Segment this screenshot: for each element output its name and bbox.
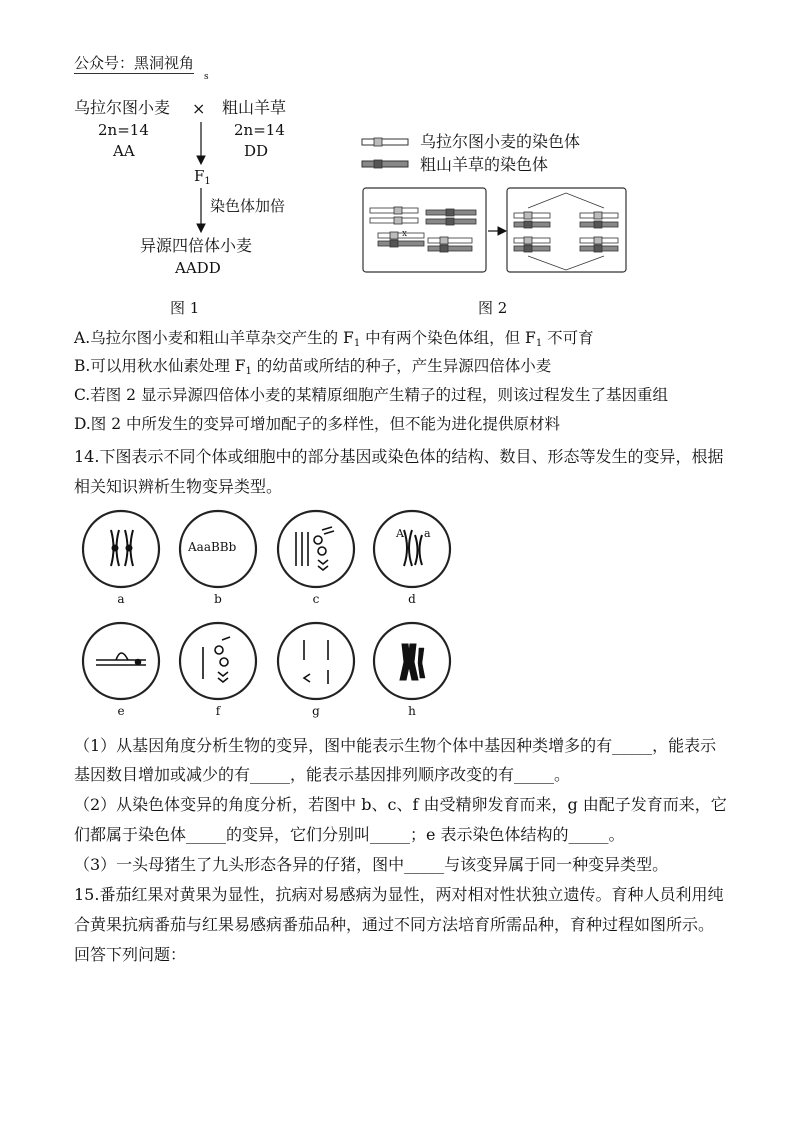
q14-stem-line2: 相关知识辨析生物变异类型。 xyxy=(74,477,283,496)
q13-option-a-text: A.乌拉尔图小麦和粗山羊草杂交产生的 F xyxy=(74,329,354,347)
q14-sub2-line1: （2）从染色体变异的角度分析，若图中 b、c、f 由受精卵发育而来，g 由配子发育而来，它 xyxy=(74,795,727,814)
q13-option-b-text: B.可以用秋水仙素处理 F xyxy=(74,357,246,375)
watermark-suffix: s xyxy=(204,72,209,82)
fig2-caption: 图 2 xyxy=(478,299,508,317)
fig2-crossover-mark: x xyxy=(402,229,408,239)
fig2-legend-d: 粗山羊草的染色体 xyxy=(420,155,549,174)
cell-h-chromosomes xyxy=(400,644,425,680)
q13-option-c: C.若图 2 显示异源四倍体小麦的某精原细胞产生精子的过程，则该过程发生了基因重组 xyxy=(74,386,668,404)
fig1-caption: 图 1 xyxy=(170,299,200,317)
q13-option-b xyxy=(74,356,551,382)
fig2-legend-a-swatch xyxy=(362,138,408,146)
fig1-f1-sub: 1 xyxy=(204,176,211,187)
cell-d-gene-A: A xyxy=(396,527,404,540)
q14-sub1-line1: （1）从基因角度分析生物的变异，图中能表示生物个体中基因种类增多的有_____，能表示 xyxy=(74,736,717,755)
cell-label-c: c xyxy=(312,592,320,606)
cell-label-g: g xyxy=(312,704,320,718)
fig1-left-ploidy: 2n=14 xyxy=(98,121,149,139)
cell-g-chromosomes xyxy=(304,640,328,684)
fig1-result: 异源四倍体小麦 xyxy=(140,236,253,255)
q13-option-a-mid: 中有两个染色体组，但 F xyxy=(360,329,536,347)
cell-label-e: e xyxy=(117,704,125,718)
q13-option-d: D.图 2 中所发生的变异可增加配子的多样性，但不能为进化提供原材料 xyxy=(74,415,561,433)
q13-option-b-sub: 1 xyxy=(245,366,252,377)
q14-sub1-line2: 基因数目增加或减少的有_____，能表示基因排列顺序改变的有_____。 xyxy=(74,765,571,784)
fig1-arrow-1 xyxy=(197,122,205,164)
q13-option-a-post: 不可育 xyxy=(542,329,594,347)
watermark-text: 公众号：黑洞视角 xyxy=(74,54,195,72)
q15-line3: 回答下列问题： xyxy=(74,945,187,964)
fig1-right-genome: DD xyxy=(244,142,269,160)
cell-d-chromosomes xyxy=(404,530,422,566)
q13-option-b-mid: 的幼苗或所结的种子，产生异源四倍体小麦 xyxy=(251,357,552,375)
fig2-cell-left xyxy=(363,188,486,272)
cell-label-h: h xyxy=(408,704,416,718)
cell-e-chromosome xyxy=(96,653,146,665)
cell-a-chromosomes xyxy=(111,530,133,566)
q14-sub2-line2: 们都属于染色体_____的变异，它们分别叫_____；e 表示染色体结构的_____。 xyxy=(74,825,625,844)
fig1-left-genome: AA xyxy=(113,142,135,160)
cell-label-a: a xyxy=(117,592,125,606)
cell-b-genes: AaaBBb xyxy=(188,540,237,554)
fig2-cell-right xyxy=(507,188,626,272)
fig1-cross-symbol: × xyxy=(192,99,206,118)
cell-label-d: d xyxy=(408,592,416,606)
fig1-arrow-2 xyxy=(197,188,205,232)
fig2-legend-a: 乌拉尔图小麦的染色体 xyxy=(420,132,581,151)
cell-label-b: b xyxy=(214,592,222,606)
fig1-result-genome: AADD xyxy=(175,259,221,277)
fig1-right-ploidy: 2n=14 xyxy=(234,121,285,139)
q13-option-a-sub2: 1 xyxy=(535,338,543,349)
q14-cell-circles xyxy=(83,511,450,699)
fig1-f1-letter: F xyxy=(194,167,205,185)
q15-line1: 15.番茄红果对黄果为显性，抗病对易感病为显性，两对相对性状独立遗传。育种人员利用纯 xyxy=(74,885,724,904)
q13-option-a-sub: 1 xyxy=(353,338,361,349)
fig1-step-label: 染色体加倍 xyxy=(210,197,286,215)
cell-label-f: f xyxy=(215,704,221,718)
cell-d-gene-a: a xyxy=(424,527,431,540)
q14-sub3: （3）一头母猪生了九头形态各异的仔猪，图中_____与该变异属于同一种变异类型。 xyxy=(74,855,669,874)
q14-stem-line1: 14.下图表示不同个体或细胞中的部分基因或染色体的结构、数目、形态等发生的变异，根据 xyxy=(74,447,724,466)
cell-f-chromosomes xyxy=(203,637,230,682)
fig1-species-right: 粗山羊草 xyxy=(222,98,287,117)
cell-c-chromosomes xyxy=(296,527,334,570)
fig2-legend-d-swatch xyxy=(362,160,408,168)
fig1-species-left: 乌拉尔图小麦 xyxy=(74,98,171,117)
fig2-arrow xyxy=(488,227,506,235)
q13-option-a xyxy=(74,328,594,354)
q15-line2: 合黄果抗病番茄与红果易感病番茄品种，通过不同方法培育所需品种，育种过程如图所示。 xyxy=(74,915,715,934)
